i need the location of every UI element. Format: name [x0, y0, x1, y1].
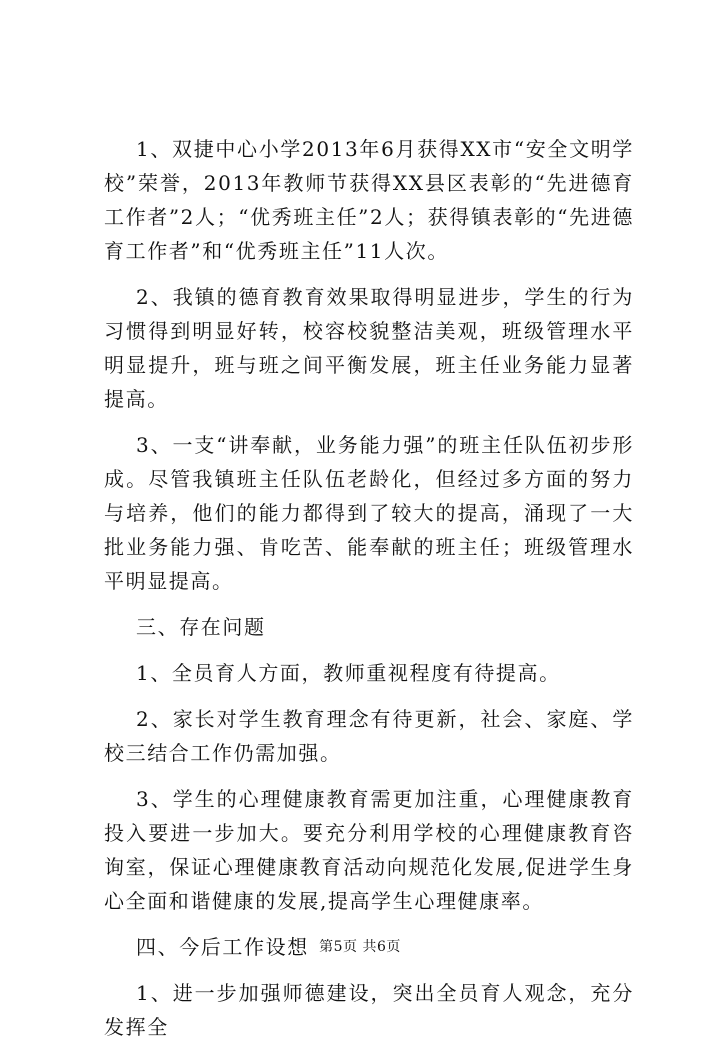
section-heading-future-plans: 四、今后工作设想	[136, 935, 309, 959]
paragraph-achievement-2: 2、我镇的德育教育效果取得明显进步，学生的行为习惯得到明显好转，校容校貌整洁美观，班级管理水平明显提升，班与班之间平衡发展，班主任业务能力显著提高。	[104, 285, 634, 411]
paragraph-problem-2: 2、家长对学生教育理念有待更新，社会、家庭、学校三结合工作仍需加强。	[104, 707, 634, 765]
paragraph-plan-1: 1、进一步加强师德建设，突出全员育人观念，充分发挥全	[104, 981, 634, 1039]
section-heading-problems: 三、存在问题	[136, 615, 266, 639]
document-body	[104, 132, 634, 1056]
paragraph-achievement-1: 1、双捷中心小学2013年6月获得XX市“安全文明学校”荣誉，2013年教师节获得XX县区表彰的“先进德育工作者”2人；“优秀班主任”2人；获得镇表彰的“先进德育工作者”和“优秀班主任”11人次。	[104, 137, 634, 263]
paragraph-problem-1: 1、全员育人方面，教师重视程度有待提高。	[136, 661, 561, 685]
paragraph-achievement-3: 3、一支“讲奉献，业务能力强”的班主任队伍初步形成。尽管我镇班主任队伍老龄化，但经过多方面的努力与培养，他们的能力都得到了较大的提高，涌现了一大批业务能力强、肯吃苦、能奉献的班主任；班级管理水平明显提高。	[104, 433, 634, 593]
paragraph-problem-3: 3、学生的心理健康教育需更加注重，心理健康教育投入要进一步加大。要充分利用学校的心理健康教育咨询室，保证心理健康教育活动向规范化发展,促进学生身心全面和谐健康的发展,提高学生心理健康率。	[104, 787, 634, 913]
page-number-footer: 第5页 共6页	[319, 939, 401, 955]
